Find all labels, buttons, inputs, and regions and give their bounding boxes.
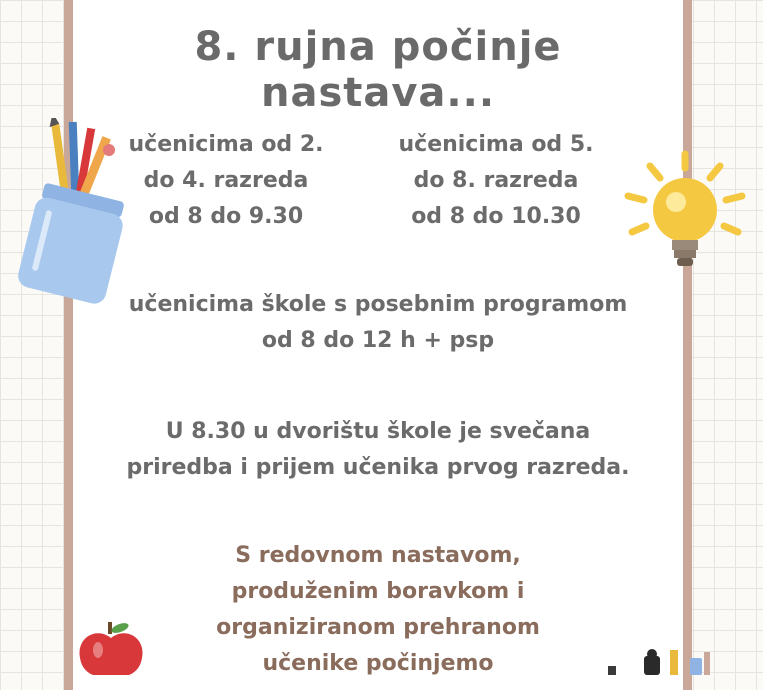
schedule-line: učenicima od 5. — [398, 132, 594, 157]
schedule-grades-5-8 — [381, 127, 611, 235]
schedule-line: do 8. razreda — [413, 168, 579, 193]
closing-message — [73, 538, 683, 682]
closing-line: produženim boravkom i — [231, 579, 525, 604]
schedule-line: do 4. razreda — [143, 168, 309, 193]
closing-line: učenike počinjemo — [262, 651, 494, 676]
headline: 8. rujna počinje nastava... — [194, 24, 562, 116]
ceremony-line: priredba i prijem učenika prvog razreda. — [126, 455, 630, 480]
apple-icon — [76, 618, 146, 675]
closing-line: organiziranom prehranom — [216, 615, 540, 640]
light-bulb-icon — [618, 148, 752, 276]
pencil-jar-icon — [8, 118, 130, 306]
ceremony-line: U 8.30 u dvorištu škole je svečana — [165, 419, 591, 444]
special-program-schedule — [73, 287, 683, 359]
ceremony-notice — [73, 414, 683, 486]
poster-card — [64, 0, 692, 690]
closing-line: S redovnom nastavom, — [235, 543, 521, 568]
schedule-line: od 8 do 9.30 — [148, 204, 304, 229]
schedule-grades-2-4 — [111, 127, 341, 235]
special-line: od 8 do 12 h + psp — [261, 328, 495, 353]
special-line: učenicima škole s posebnim programom — [128, 292, 628, 317]
schedule-line: od 8 do 10.30 — [411, 204, 581, 229]
stationery-icon — [604, 648, 716, 675]
schedule-line: učenicima od 2. — [128, 132, 324, 157]
